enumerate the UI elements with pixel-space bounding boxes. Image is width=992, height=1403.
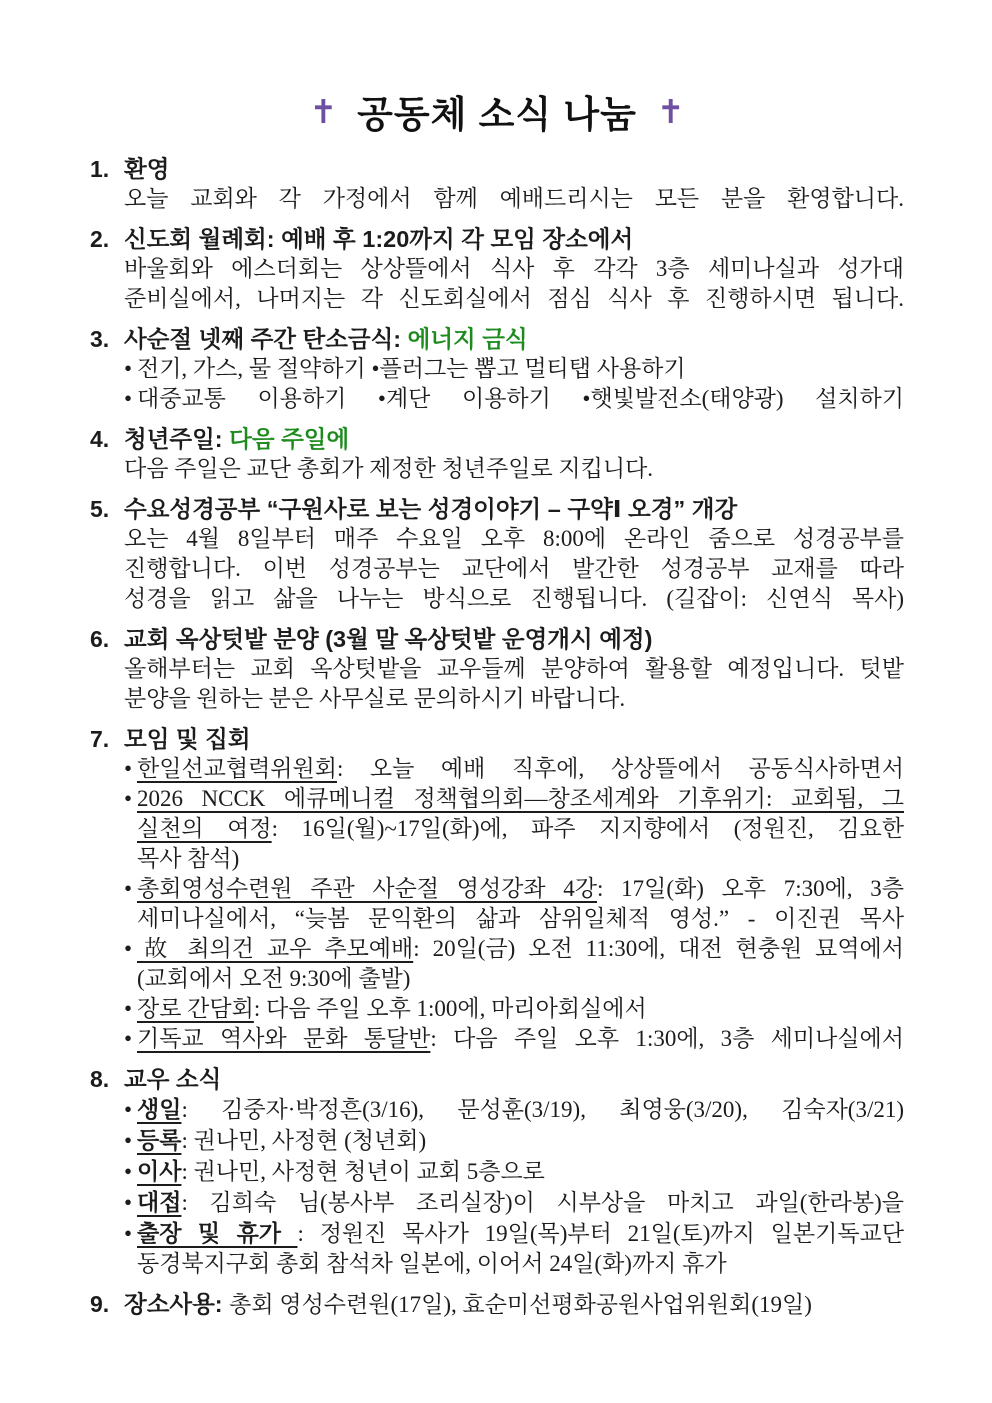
item-line — [124, 754, 904, 784]
item-line — [124, 964, 904, 994]
item-content — [124, 624, 904, 714]
underlined-term: 기독교 역사와 문화 통달반 — [137, 1026, 431, 1051]
item-heading — [124, 724, 904, 754]
underlined-term: 한일선교협력위원회 — [137, 756, 337, 781]
bullet-icon: • — [124, 1159, 133, 1184]
item-line — [124, 784, 904, 814]
item-line — [124, 354, 904, 384]
text-segment: 오는 4월 8일부터 매주 수요일 오후 8:00에 온라인 줌으로 성경공부를 — [124, 526, 904, 551]
news-item — [90, 494, 904, 614]
bullet-icon: • — [124, 936, 133, 961]
item-line — [124, 904, 904, 934]
text-segment: : 김희숙 님(봉사부 조리실장)이 시부상을 마치고 과일(한라봉)을 — [181, 1190, 904, 1215]
item-line — [124, 384, 904, 414]
bullet-icon: • — [124, 876, 133, 901]
news-item — [90, 224, 904, 314]
text-segment: : 다음 주일 오후 1:30에, 3층 세미나실에서 — [430, 1026, 904, 1051]
item-heading — [124, 624, 904, 654]
text-segment: : 오늘 예배 직후에, 상상뜰에서 공동식사하면서 — [336, 756, 904, 781]
item-content — [124, 324, 904, 414]
text-segment: 교회 옥상텃밭 분양 (3월 말 옥상텃밭 운영개시 예정) — [124, 626, 653, 652]
item-number: 3. — [90, 326, 110, 352]
item-line — [124, 874, 904, 904]
text-segment: 환영 — [124, 156, 170, 182]
item-content — [124, 724, 904, 1054]
underlined-term: 실천의 여정 — [137, 816, 272, 841]
highlight-green-text: 에너지 금식 — [407, 326, 528, 352]
item-heading — [124, 154, 904, 184]
bullet-icon: • — [124, 996, 133, 1021]
item-content — [124, 154, 904, 214]
item-line — [124, 814, 904, 844]
item-number: 4. — [90, 426, 110, 452]
item-number: 2. — [90, 226, 110, 252]
item-content — [124, 494, 904, 614]
text-segment: (교회에서 오전 9:30에 출발) — [137, 966, 411, 991]
item-number: 7. — [90, 726, 110, 752]
text-segment: 장소사용: — [124, 1291, 230, 1317]
text-segment: 올해부터는 교회 옥상텃밭을 교우들께 분양하여 활용할 예정입니다. 텃밭 — [124, 656, 904, 681]
item-line — [124, 554, 904, 584]
bullet-icon: • — [124, 756, 133, 781]
bullet-icon: • — [124, 1097, 133, 1122]
news-item — [90, 1289, 904, 1320]
item-number: 6. — [90, 626, 110, 652]
text-segment: : 정원진 목사가 19일(목)부터 21일(토)까지 일본기독교단 — [297, 1221, 904, 1246]
bold-underlined-term: 생일 — [137, 1096, 182, 1122]
text-segment: 바울회와 에스더회는 상상뜰에서 식사 후 각각 3층 세미나실과 성가대 — [124, 256, 904, 281]
title-cross-left-icon: ✝ — [309, 91, 338, 131]
news-item — [90, 424, 904, 484]
item-line — [124, 1249, 904, 1279]
item-line — [124, 254, 904, 284]
item-number: 8. — [90, 1066, 110, 1092]
underlined-term: 장로 간담회 — [137, 996, 254, 1021]
item-line — [124, 934, 904, 964]
text-segment: 총회 영성수련원(17일), 효순미선평화공원사업위원회(19일) — [229, 1292, 812, 1317]
text-segment: 전기, 가스, 물 절약하기 •플러그는 뽑고 멀티탭 사용하기 — [137, 356, 686, 381]
text-segment: 준비실에서, 나머지는 각 신도회실에서 점심 식사 후 진행하시면 됩니다. — [124, 286, 904, 311]
item-line — [124, 684, 904, 714]
underlined-term: 故 최의건 교우 추모예배 — [137, 936, 414, 961]
item-line — [124, 454, 904, 484]
item-line — [124, 584, 904, 614]
bold-underlined-term: 대접 — [137, 1189, 182, 1215]
news-item — [90, 324, 904, 414]
item-line — [124, 1024, 904, 1054]
item-line — [124, 1125, 904, 1156]
text-segment: 세미나실에서, “늦봄 문익환의 삶과 삼위일체적 영성.” - 이진권 목사 — [137, 906, 904, 931]
text-segment: : 권나민, 사정현 청년이 교회 5층으로 — [181, 1159, 545, 1184]
item-line — [124, 994, 904, 1024]
page-title — [90, 84, 904, 138]
text-segment: 오늘 교회와 각 가정에서 함께 예배드리시는 모든 분을 환영합니다. — [124, 186, 904, 211]
text-segment: : 김중자·박정흔(3/16), 문성훈(3/19), 최영웅(3/20), 김숙자(3/21) — [181, 1097, 904, 1122]
bullet-icon: • — [124, 356, 133, 381]
bullet-icon: • — [124, 1190, 133, 1215]
item-content — [124, 1064, 904, 1279]
item-content — [124, 224, 904, 314]
item-number: 1. — [90, 156, 110, 182]
bold-underlined-term: 등록 — [137, 1127, 182, 1153]
text-segment: 목사 참석) — [137, 846, 240, 871]
text-segment: 동경북지구회 총회 참석차 일본에, 이어서 24일(화)까지 휴가 — [137, 1251, 727, 1276]
text-segment: : 17일(화) 오후 7:30에, 3층 — [597, 876, 904, 901]
highlight-green-text: 다음 주일에 — [229, 426, 350, 452]
text-segment: 성경을 읽고 삶을 나누는 방식으로 진행됩니다. (길잡이: 신연식 목사) — [124, 586, 904, 611]
bullet-icon: • — [124, 1221, 133, 1246]
text-segment: 사순절 넷째 주간 탄소금식: — [124, 326, 408, 352]
page-title-text: 공동체 소식 나눔 — [357, 94, 637, 135]
item-heading — [124, 1064, 904, 1094]
text-segment: 분양을 원하는 분은 사무실로 문의하시기 바랍니다. — [124, 686, 626, 711]
bullet-icon: • — [124, 386, 133, 411]
item-line — [124, 654, 904, 684]
bold-underlined-term: 출장 및 휴가 — [137, 1220, 298, 1246]
underlined-term: 2026 NCCK 에큐메니컬 정책협의회—창조세계와 기후위기: 교회됨, 그 — [137, 786, 904, 811]
bullet-icon: • — [124, 1128, 133, 1153]
text-segment: 수요성경공부 “구원사로 보는 성경이야기 – 구약Ⅰ 오경” 개강 — [124, 496, 738, 522]
item-line — [124, 1094, 904, 1125]
item-line — [124, 184, 904, 214]
text-segment: 진행합니다. 이번 성경공부는 교단에서 발간한 성경공부 교재를 따라 — [124, 556, 904, 581]
text-segment: 신도회 월례회: 예배 후 1:20까지 각 모임 장소에서 — [124, 226, 634, 252]
item-line — [124, 1187, 904, 1218]
item-heading — [124, 494, 904, 524]
news-item — [90, 154, 904, 214]
text-segment: 모임 및 집회 — [124, 726, 251, 752]
item-content — [124, 424, 904, 484]
news-item — [90, 1064, 904, 1279]
text-segment: 다음 주일은 교단 총회가 제정한 청년주일로 지킵니다. — [124, 456, 654, 481]
item-line — [124, 524, 904, 554]
bold-underlined-term: 이사 — [137, 1158, 182, 1184]
item-line — [124, 844, 904, 874]
news-item — [90, 624, 904, 714]
underlined-term: 총회영성수련원 주관 사순절 영성강좌 4강 — [137, 876, 598, 901]
item-heading — [124, 424, 904, 454]
text-segment: 대중교통 이용하기 •계단 이용하기 •햇빛발전소(태양광) 설치하기 — [137, 386, 904, 411]
item-line — [124, 1156, 904, 1187]
item-content — [124, 1289, 904, 1320]
item-heading — [124, 224, 904, 254]
item-line — [124, 1218, 904, 1249]
title-cross-right-icon: ✝ — [656, 91, 685, 131]
item-heading — [124, 1289, 904, 1320]
text-segment: : 다음 주일 오후 1:00에, 마리아회실에서 — [253, 996, 647, 1021]
bullet-icon: • — [124, 786, 133, 811]
news-list — [90, 154, 904, 1320]
text-segment: : 권나민, 사정현 (청년회) — [181, 1128, 427, 1153]
text-segment: 청년주일: — [124, 426, 230, 452]
bullet-icon: • — [124, 1026, 133, 1051]
item-line — [124, 284, 904, 314]
text-segment: : 20일(금) 오전 11:30에, 대전 현충원 묘역에서 — [413, 936, 904, 961]
text-segment: 교우 소식 — [124, 1066, 222, 1092]
text-segment: : 16일(월)~17일(화)에, 파주 지지향에서 (정원진, 김요한 — [271, 816, 904, 841]
news-item — [90, 724, 904, 1054]
item-number: 5. — [90, 496, 110, 522]
item-heading — [124, 324, 904, 354]
item-number: 9. — [90, 1291, 110, 1317]
